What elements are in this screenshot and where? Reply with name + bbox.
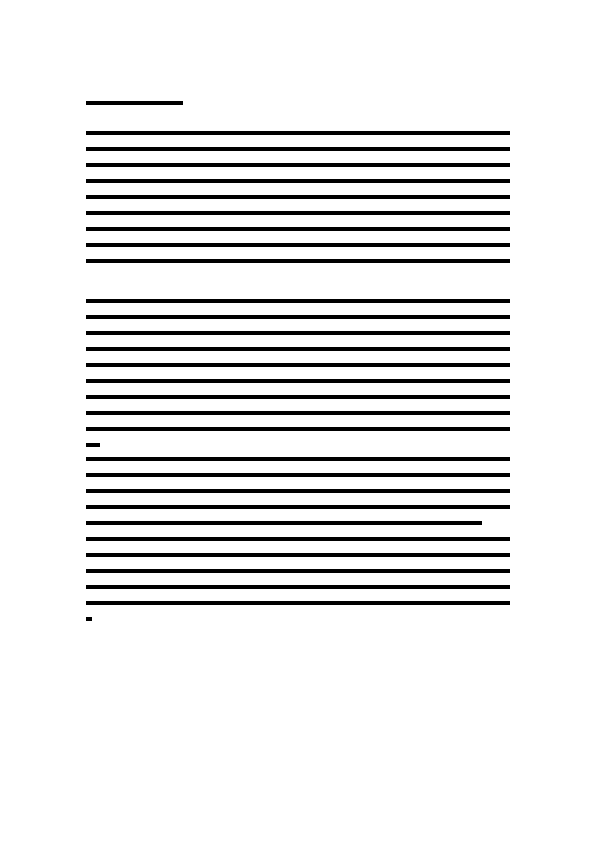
redacted-text (86, 211, 510, 215)
redacted-text (86, 585, 510, 589)
redacted-text (86, 473, 510, 477)
redacted-text (86, 101, 183, 105)
redacted-text (86, 227, 510, 231)
redacted-text (86, 259, 510, 263)
paragraph-1 (86, 126, 510, 270)
redacted-text (86, 299, 510, 303)
redacted-text (86, 315, 510, 319)
document-heading (86, 96, 510, 112)
redacted-text (86, 569, 510, 573)
redacted-text (86, 195, 510, 199)
redacted-text (86, 427, 510, 431)
redacted-text (86, 457, 510, 461)
redacted-text (86, 179, 510, 183)
redacted-text (86, 347, 510, 351)
heading-line (86, 96, 510, 112)
redacted-text (86, 601, 510, 605)
redacted-text (86, 147, 510, 151)
redacted-text (86, 163, 510, 167)
redacted-text (86, 395, 510, 399)
redacted-text (86, 443, 100, 447)
redacted-text (86, 617, 92, 621)
redacted-text (86, 505, 510, 509)
paragraph-3 (86, 452, 510, 532)
redacted-text (86, 411, 510, 415)
redacted-text (86, 131, 510, 135)
redacted-text (86, 363, 510, 367)
redacted-text (86, 553, 510, 557)
redacted-text (86, 489, 510, 493)
paragraph-2 (86, 294, 510, 454)
redacted-text (86, 331, 510, 335)
redacted-text (86, 243, 510, 247)
redacted-text (86, 537, 510, 541)
paragraph-4 (86, 532, 510, 628)
redacted-text (86, 379, 510, 383)
redacted-text (86, 521, 482, 525)
